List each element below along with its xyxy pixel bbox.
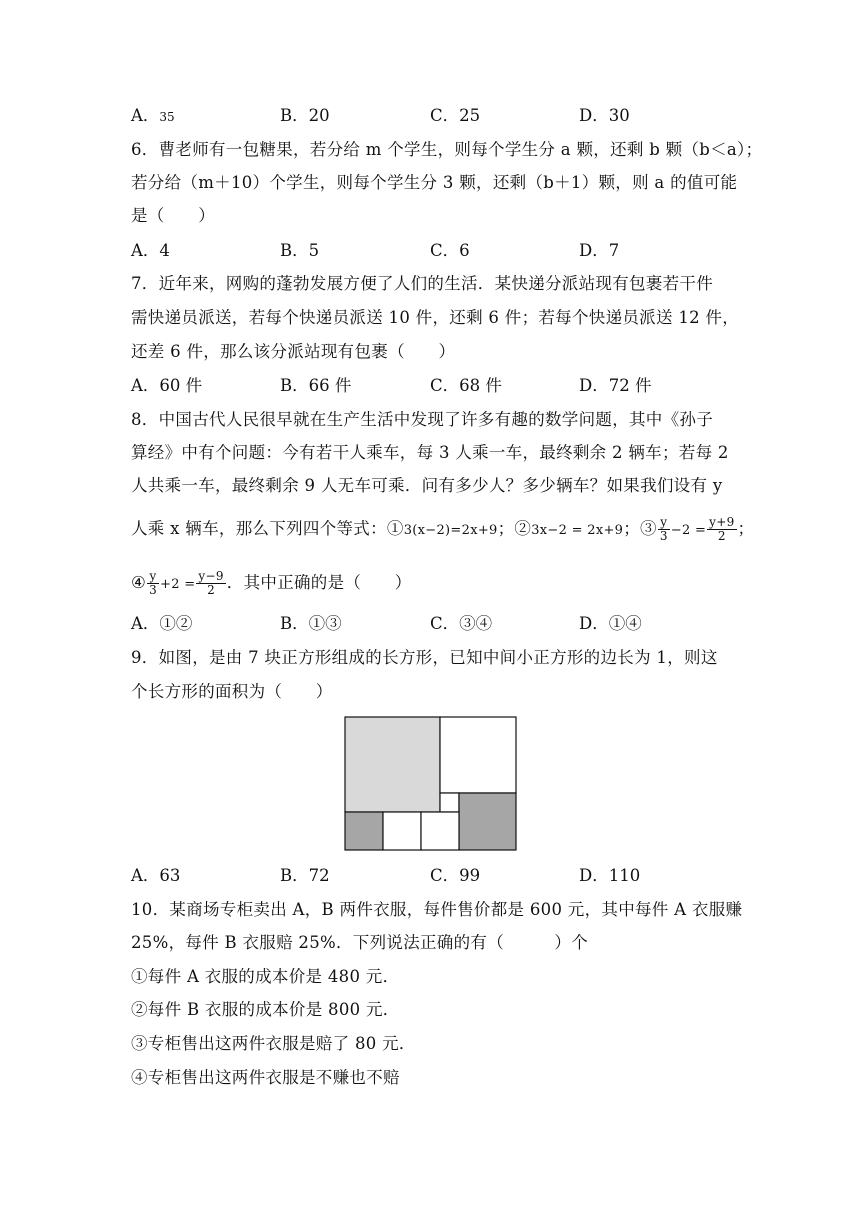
q5-option-b[interactable]: B．20 bbox=[280, 106, 330, 125]
q7-text-line3: 还差 6 件，那么该分派站现有包裹（ ） bbox=[131, 342, 456, 361]
q6-text-line3: 是（ ） bbox=[131, 206, 215, 225]
fraction-denominator: 2 bbox=[207, 583, 216, 597]
q9-options bbox=[131, 864, 691, 888]
q8-equation-4-line bbox=[131, 568, 412, 600]
square-center-small bbox=[440, 793, 459, 812]
q10-text-line2: 25%，每件 B 衣服赔 25%．下列说法正确的有（ ）个 bbox=[131, 933, 589, 952]
q8-line5-suffix: ．其中正确的是（ ） bbox=[226, 573, 412, 592]
q8-eq3-right-fraction bbox=[707, 516, 736, 543]
q8-eq4-mark: ④ bbox=[131, 573, 147, 592]
q8-eq1-mark: ① bbox=[386, 519, 404, 538]
q8-eq3-mark: ③ bbox=[640, 519, 657, 538]
q8-option-a[interactable]: A．①② bbox=[131, 614, 193, 633]
squares-rectangle-figure bbox=[344, 716, 518, 852]
fraction-numerator: y bbox=[658, 516, 670, 530]
q7-option-b[interactable]: B．66 件 bbox=[280, 376, 352, 395]
fraction-denominator: 3 bbox=[149, 583, 158, 597]
q10-text-line1: 10．某商场专柜卖出 A，B 两件衣服，每件售价都是 600 元，其中每件 A 衣服赚 bbox=[131, 900, 743, 919]
q5-options bbox=[131, 104, 691, 128]
q6-option-d[interactable]: D．7 bbox=[579, 241, 620, 260]
square-bottom-middle-2 bbox=[421, 812, 459, 850]
q8-eq4-right-fraction bbox=[196, 570, 225, 597]
q10-statement-3: ③专柜售出这两件衣服是赔了 80 元． bbox=[131, 1034, 416, 1053]
q8-sep2: ； bbox=[623, 519, 641, 538]
q8-sep3: ； bbox=[737, 519, 755, 538]
q8-eq3-left-fraction bbox=[658, 516, 670, 543]
q7-option-d[interactable]: D．72 件 bbox=[579, 376, 652, 395]
q10-statement-1: ①每件 A 衣服的成本价是 480 元． bbox=[131, 967, 400, 986]
q8-eq4-middle: +2 = bbox=[160, 577, 196, 592]
q5-option-d[interactable]: D．30 bbox=[579, 106, 630, 125]
q9-text-line2: 个长方形的面积为（ ） bbox=[131, 682, 333, 701]
q8-options bbox=[131, 612, 691, 636]
q8-line4-prefix: 人乘 x 辆车，那么下列四个等式： bbox=[131, 519, 387, 538]
q10-statement-2: ②每件 B 衣服的成本价是 800 元． bbox=[131, 1000, 400, 1019]
q8-text-line1: 8．中国古代人民很早就在生产生活中发现了许多有趣的数学问题，其中《孙子 bbox=[131, 410, 713, 429]
q9-option-b[interactable]: B．72 bbox=[280, 866, 330, 885]
q6-options bbox=[131, 239, 691, 263]
q8-text-line2: 算经》中有个问题：今有若干人乘车，每 3 人乘一车，最终剩余 2 辆车；若每 2 bbox=[131, 443, 729, 462]
q8-text-line3: 人共乘一车，最终剩余 9 人无车可乘．问有多少人？多少辆车？如果我们设有 y bbox=[131, 476, 723, 495]
q8-option-b[interactable]: B．①③ bbox=[280, 614, 342, 633]
q9-text-line1: 9．如图，是由 7 块正方形组成的长方形，已知中间小正方形的边长为 1，则这 bbox=[131, 648, 718, 667]
q8-eq4-left-fraction bbox=[147, 570, 159, 597]
square-large-top-left bbox=[345, 717, 440, 812]
fraction-denominator: 3 bbox=[659, 529, 668, 543]
q6-text-line1: 6．曹老师有一包糖果，若分给 m 个学生，则每个学生分 a 颗，还剩 b 颗（b＜a）； bbox=[131, 140, 763, 159]
q8-option-c[interactable]: C．③④ bbox=[430, 614, 493, 633]
square-bottom-middle-1 bbox=[383, 812, 421, 850]
q8-equations-line bbox=[131, 514, 754, 546]
q5-option-c[interactable]: C．25 bbox=[430, 106, 481, 125]
q8-eq3-middle: −2 = bbox=[670, 523, 707, 538]
q7-options bbox=[131, 374, 691, 398]
q6-text-line2: 若分给（m＋10）个学生，则每个学生分 3 颗，还剩（b＋1）颗，则 a 的值可能 bbox=[131, 173, 738, 192]
q7-option-c[interactable]: C．68 件 bbox=[430, 376, 502, 395]
q8-eq2-mark: ② bbox=[514, 519, 532, 538]
q10-statement-4: ④专柜售出这两件衣服是不赚也不赔 bbox=[131, 1068, 400, 1087]
fraction-numerator: y+9 bbox=[709, 515, 735, 529]
q8-sep1: ； bbox=[497, 519, 515, 538]
q7-text-line2: 需快递员派送，若每个快递员派送 10 件，还剩 6 件；若每个快递员派送 12 件， bbox=[131, 308, 740, 327]
fraction-denominator: 2 bbox=[717, 529, 726, 543]
q6-option-a[interactable]: A．4 bbox=[131, 241, 170, 260]
q6-option-b[interactable]: B．5 bbox=[280, 241, 320, 260]
q5-option-a[interactable]: A．35 bbox=[131, 106, 175, 125]
q9-option-c[interactable]: C．99 bbox=[430, 866, 481, 885]
fraction-numerator: y−9 bbox=[198, 569, 224, 583]
q9-option-a[interactable]: A．63 bbox=[131, 866, 181, 885]
square-bottom-left-dark bbox=[345, 812, 383, 850]
q8-option-d[interactable]: D．①④ bbox=[579, 614, 642, 633]
square-top-right bbox=[440, 717, 516, 793]
q7-option-a[interactable]: A．60 件 bbox=[131, 376, 203, 395]
fraction-numerator: y bbox=[147, 570, 159, 584]
q8-equation-2: 3x−2 = 2x+9 bbox=[531, 523, 624, 538]
square-right-dark bbox=[459, 793, 516, 850]
q7-text-line1: 7．近年来，网购的蓬勃发展方便了人们的生活．某快递分派站现有包裹若干件 bbox=[131, 274, 713, 293]
q8-equation-1: 3(x−2)=2x+9 bbox=[403, 523, 498, 538]
q6-option-c[interactable]: C．6 bbox=[430, 241, 470, 260]
q9-option-d[interactable]: D．110 bbox=[579, 866, 641, 885]
